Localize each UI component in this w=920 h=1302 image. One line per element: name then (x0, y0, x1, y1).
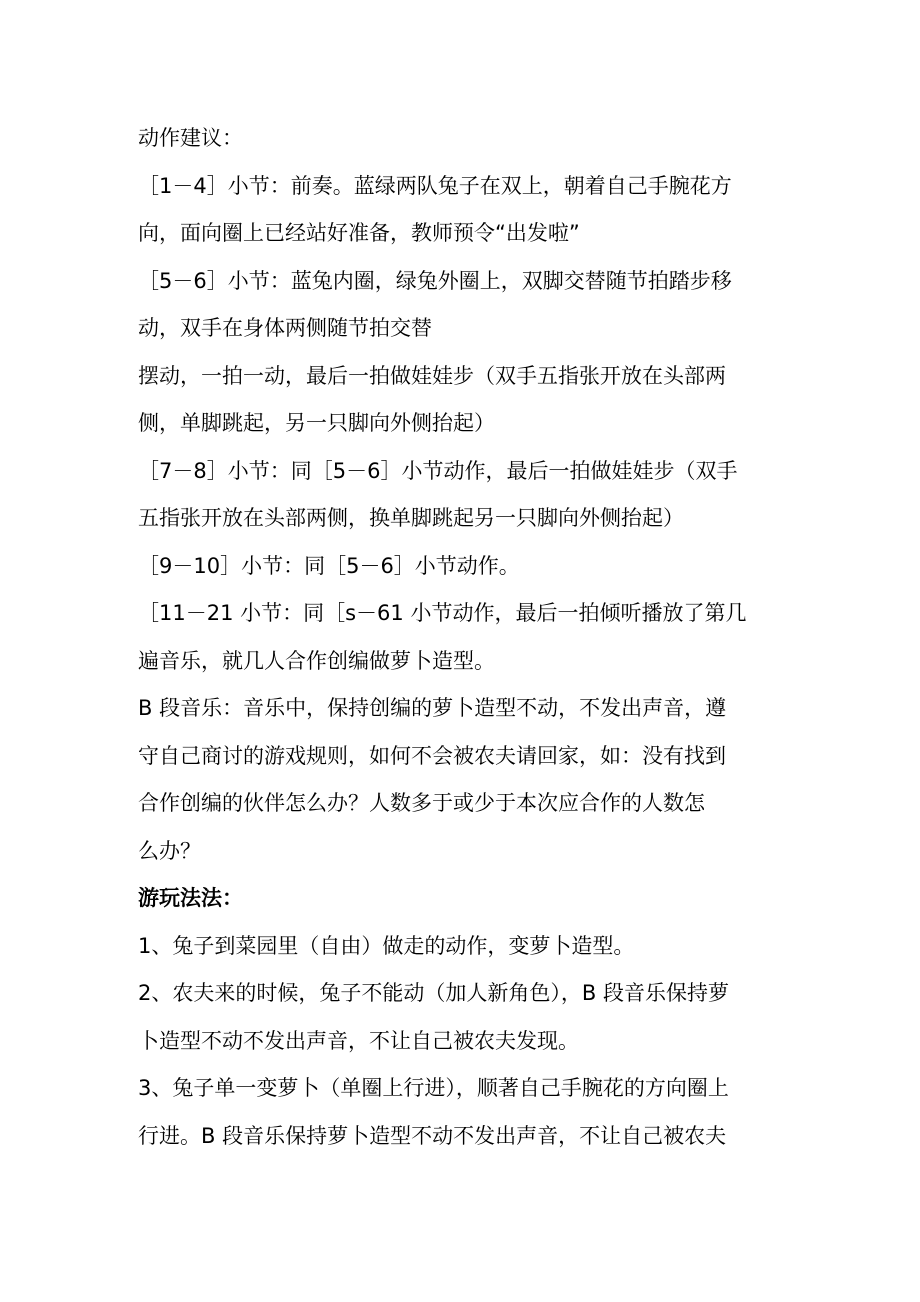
paragraph-line: 向，面向圈上已经站好准备，教师预令“出发啦” (138, 221, 580, 245)
paragraph-line: 遍音乐，就几人合作创编做萝卜造型。 (138, 649, 495, 673)
list-item-continuation: 行进。B 段音乐保持萝卜造型不动不发出声音，不让自己被农夫 (138, 1124, 727, 1148)
paragraph-line: 五指张开放在头部两侧，换单脚跳起另一只脚向外侧抬起） (138, 506, 684, 530)
section-heading-action-suggestions: 动作建议： (138, 126, 243, 150)
paragraph-line: 摆动，一拍一动，最后一拍做娃娃步（双手五指张开放在头部两 (138, 364, 726, 388)
paragraph-line: 侧，单脚跳起，另一只脚向外侧抬起） (138, 411, 495, 435)
list-item: 1、兔子到菜园里（自由）做走的动作，变萝卜造型。 (138, 934, 635, 958)
paragraph-line: 守自己商讨的游戏规则，如何不会被农夫请回家，如：没有找到 (138, 744, 726, 768)
list-item-continuation: 卜造型不动不发出声音，不让自己被农夫发现。 (138, 1029, 579, 1053)
paragraph-line: B 段音乐：音乐中，保持创编的萝卜造型不动，不发出声音，遵 (138, 696, 727, 720)
paragraph-line: ［9－10］小节：同［5－6］小节动作。 (138, 554, 520, 578)
paragraph-line: ［5－6］小节：蓝兔内圈，绿兔外圈上，双脚交替随节拍踏步移 (138, 269, 732, 293)
section-heading-game-rules: 游玩法法： (138, 886, 243, 910)
paragraph-line: ［11－21 小节：同［s－61 小节动作，最后一拍倾听播放了第几 (138, 601, 747, 625)
paragraph-line: 合作创编的伙伴怎么办？人数多于或少于本次应合作的人数怎 (138, 791, 705, 815)
paragraph-line: 动，双手在身体两侧随节拍交替 (138, 316, 432, 340)
paragraph-line: ［1－4］小节：前奏。蓝绿两队兔子在双上，朝着自己手腕花方 (138, 174, 732, 198)
paragraph-line: 么办？ (138, 839, 201, 863)
paragraph-line: ［7－8］小节：同［5－6］小节动作，最后一拍做娃娃步（双手 (138, 459, 738, 483)
list-item: 2、农夫来的时候，兔子不能动（加人新角色），B 段音乐保持萝 (138, 981, 729, 1005)
list-item: 3、兔子单一变萝卜（单圈上行进），顺著自己手腕花的方向圈上 (138, 1076, 729, 1100)
